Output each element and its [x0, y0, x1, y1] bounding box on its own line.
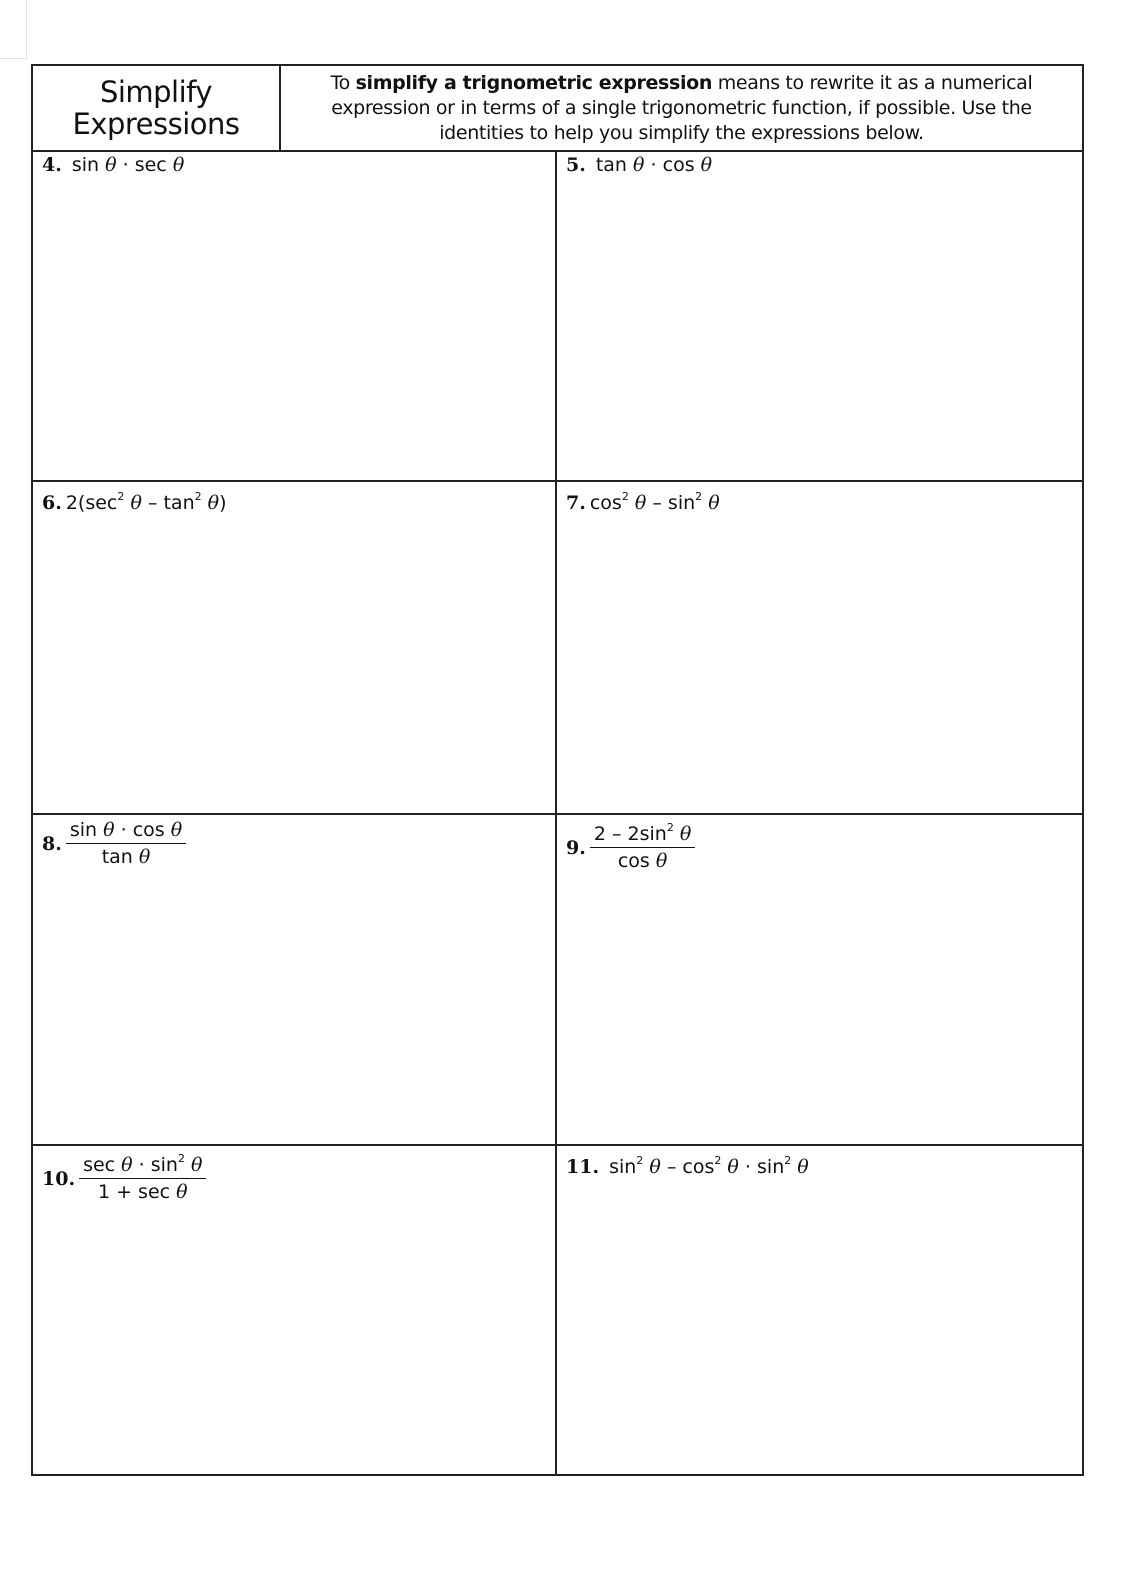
expr-token: · — [122, 154, 129, 176]
fraction-denominator — [98, 844, 155, 868]
problem-cell-7[interactable] — [557, 482, 1082, 815]
fraction-denominator — [94, 1179, 192, 1203]
problem-number: 7. — [566, 492, 586, 514]
theta-symbol: θ — [207, 492, 220, 514]
problem-cell-11[interactable] — [557, 1146, 1082, 1476]
expr-token: – — [147, 492, 158, 514]
worksheet-header — [33, 66, 1082, 152]
expr-token: tan — [101, 846, 133, 868]
instructions-intro: To — [330, 72, 356, 94]
expr-token: sin — [609, 1156, 637, 1178]
expr-token: · — [650, 154, 657, 176]
title-line-1: Simplify — [99, 75, 213, 109]
page-corner-mark — [0, 0, 27, 59]
exponent: 2 — [194, 490, 202, 503]
expr-token: sin — [71, 154, 100, 176]
expr-token: sec — [83, 1154, 116, 1176]
problem-number: 10. — [42, 1167, 76, 1190]
expr-token: 2(sec — [65, 492, 118, 514]
theta-symbol: θ — [679, 823, 692, 845]
exponent: 2 — [714, 1154, 722, 1167]
exponent: 2 — [666, 821, 674, 834]
exponent: 2 — [177, 1152, 185, 1165]
instructions-bold-term: simplify a trignometric expression — [355, 72, 713, 94]
problem-9 — [566, 823, 695, 872]
problem-expression — [72, 154, 184, 176]
problem-number: 4. — [42, 154, 62, 176]
expr-token: cos — [589, 492, 622, 514]
expr-token: · — [138, 1154, 145, 1176]
problem-11 — [566, 1156, 809, 1178]
expr-token: tan — [163, 492, 195, 514]
problem-6 — [42, 492, 227, 514]
instructions-rest: means to rewrite it as a numerical expression or in terms of a single trigonometric function, if possible. Use the identities to help you simplify the expressions below. — [331, 72, 1033, 144]
exponent: 2 — [784, 1154, 792, 1167]
problem-number: 5. — [566, 154, 586, 176]
problem-cell-5[interactable] — [557, 150, 1082, 482]
problem-expression — [590, 492, 720, 514]
expr-token: sin — [667, 492, 696, 514]
theta-symbol: θ — [655, 850, 668, 872]
problem-8 — [42, 819, 186, 868]
fraction-numerator — [590, 823, 695, 848]
exponent: 2 — [636, 1154, 644, 1167]
problem-cell-6[interactable] — [33, 482, 557, 815]
theta-symbol: θ — [633, 154, 645, 176]
problem-expression — [609, 1156, 809, 1178]
expr-token: cos — [132, 819, 165, 841]
expr-token: – — [652, 492, 662, 514]
expr-token: sin — [150, 1154, 178, 1176]
theta-symbol: θ — [700, 154, 713, 176]
problem-number: 11. — [566, 1156, 600, 1178]
fraction — [79, 1154, 206, 1203]
theta-symbol: θ — [176, 1181, 188, 1203]
theta-symbol: θ — [105, 154, 117, 176]
expr-token: sec — [134, 154, 167, 176]
problem-cell-9[interactable] — [557, 815, 1082, 1146]
problem-number: 6. — [42, 492, 62, 514]
theta-symbol: θ — [130, 492, 142, 514]
problem-expression — [596, 154, 712, 176]
fraction — [66, 819, 186, 868]
theta-symbol: θ — [170, 819, 183, 841]
problem-4 — [42, 154, 184, 176]
problem-expression — [66, 492, 227, 514]
theta-symbol: θ — [634, 492, 647, 514]
problem-cell-8[interactable] — [33, 815, 557, 1146]
expr-token: cos — [617, 850, 650, 872]
problem-cell-4[interactable] — [33, 150, 557, 482]
expr-token: 2 – 2sin — [593, 823, 667, 845]
exponent: 2 — [621, 490, 629, 503]
expr-token: – — [666, 1156, 677, 1178]
fraction-denominator — [614, 848, 671, 872]
expr-token: cos — [682, 1156, 715, 1178]
theta-symbol: θ — [797, 1156, 809, 1178]
title-line-2: Expressions — [72, 107, 240, 141]
instructions-text — [281, 66, 1082, 150]
expr-token: sin — [69, 819, 98, 841]
fraction-numerator — [79, 1154, 206, 1179]
theta-symbol: θ — [727, 1156, 739, 1178]
section-title — [33, 66, 281, 152]
expr-token: cos — [662, 154, 695, 176]
expr-token: ) — [219, 492, 227, 514]
worksheet-table — [31, 64, 1084, 1476]
theta-symbol: θ — [103, 819, 115, 841]
problem-10 — [42, 1154, 206, 1203]
expr-token: 1 + sec — [97, 1181, 171, 1203]
theta-symbol: θ — [138, 846, 151, 868]
expr-token: · — [120, 819, 127, 841]
fraction-numerator — [66, 819, 186, 844]
problem-7 — [566, 492, 720, 514]
theta-symbol: θ — [172, 154, 185, 176]
problem-number: 9. — [566, 836, 586, 859]
problem-5 — [566, 154, 712, 176]
theta-symbol: θ — [708, 492, 720, 514]
exponent: 2 — [695, 490, 703, 503]
expr-token: tan — [595, 154, 627, 176]
theta-symbol: θ — [121, 1154, 133, 1176]
theta-symbol: θ — [649, 1156, 661, 1178]
problem-grid — [33, 150, 1082, 1476]
problem-cell-10[interactable] — [33, 1146, 557, 1476]
expr-token: · — [744, 1156, 751, 1178]
fraction — [590, 823, 695, 872]
expr-token: sin — [757, 1156, 785, 1178]
theta-symbol: θ — [191, 1154, 203, 1176]
exponent: 2 — [117, 490, 125, 503]
problem-number: 8. — [42, 832, 62, 855]
